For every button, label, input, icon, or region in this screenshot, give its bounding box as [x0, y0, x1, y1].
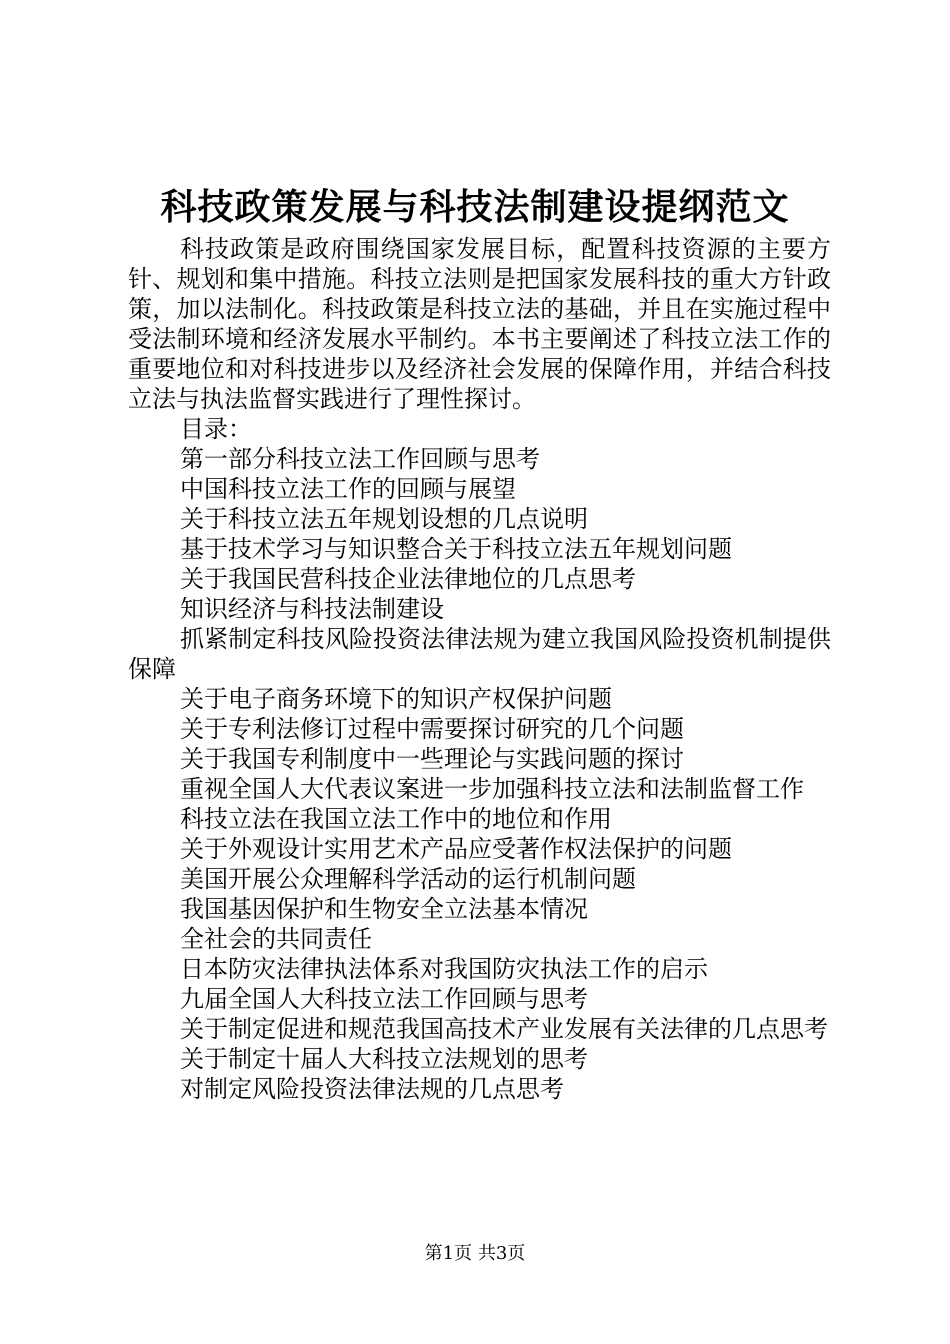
toc-item: 关于电子商务环境下的知识产权保护问题: [180, 685, 612, 713]
toc-item: 关于科技立法五年规划设想的几点说明: [180, 505, 588, 533]
toc-item: 中国科技立法工作的回顾与展望: [180, 475, 516, 503]
toc-item: 对制定风险投资法律法规的几点思考: [180, 1075, 564, 1103]
toc-item: 全社会的共同责任: [180, 925, 372, 953]
page-footer: [0, 1242, 950, 1266]
toc-item: 科技立法在我国立法工作中的地位和作用: [180, 805, 612, 833]
toc-item: 抓紧制定科技风险投资法律法规为建立我国风险投资机制提供保障: [128, 625, 831, 683]
toc-item: 关于我国专利制度中一些理论与实践问题的探讨: [180, 745, 684, 773]
toc-item: 美国开展公众理解科学活动的运行机制问题: [180, 865, 636, 893]
toc-item: 关于制定十届人大科技立法规划的思考: [180, 1045, 588, 1073]
toc-item: 九届全国人大科技立法工作回顾与思考: [180, 985, 588, 1013]
toc-item: 我国基因保护和生物安全立法基本情况: [180, 895, 588, 923]
document-body: [128, 234, 831, 1104]
toc-item: 基于技术学习与知识整合关于科技立法五年规划问题: [180, 535, 732, 563]
toc-label: 目录：: [180, 415, 252, 443]
toc-item: 知识经济与科技法制建设: [180, 595, 444, 623]
toc-list: [128, 444, 831, 1104]
document-title: 科技政策发展与科技法制建设提纲范文: [160, 186, 790, 228]
intro-paragraph: 科技政策是政府围绕国家发展目标，配置科技资源的主要方针、规划和集中措施。科技立法则是把国家发展科技的重大方针政策，加以法制化。科技政策是科技立法的基础，并且在实施过程中受法制环境和经济发展水平制约。本书主要阐述了科技立法工作的重要地位和对科技进步以及经济社会发展的保障作用，并结合科技立法与执法监督实践进行了理性探讨。: [128, 235, 831, 413]
page-indicator: 第1页 共3页: [424, 1243, 526, 1264]
toc-item: 关于外观设计实用艺术产品应受著作权法保护的问题: [180, 835, 732, 863]
toc-item: 第一部分科技立法工作回顾与思考: [180, 445, 540, 473]
toc-item: 关于制定促进和规范我国高技术产业发展有关法律的几点思考: [180, 1015, 828, 1043]
toc-item: 重视全国人大代表议案进一步加强科技立法和法制监督工作: [180, 775, 804, 803]
toc-item: 关于我国民营科技企业法律地位的几点思考: [180, 565, 636, 593]
toc-item: 日本防灾法律执法体系对我国防灾执法工作的启示: [180, 955, 708, 983]
toc-item: 关于专利法修订过程中需要探讨研究的几个问题: [180, 715, 684, 743]
